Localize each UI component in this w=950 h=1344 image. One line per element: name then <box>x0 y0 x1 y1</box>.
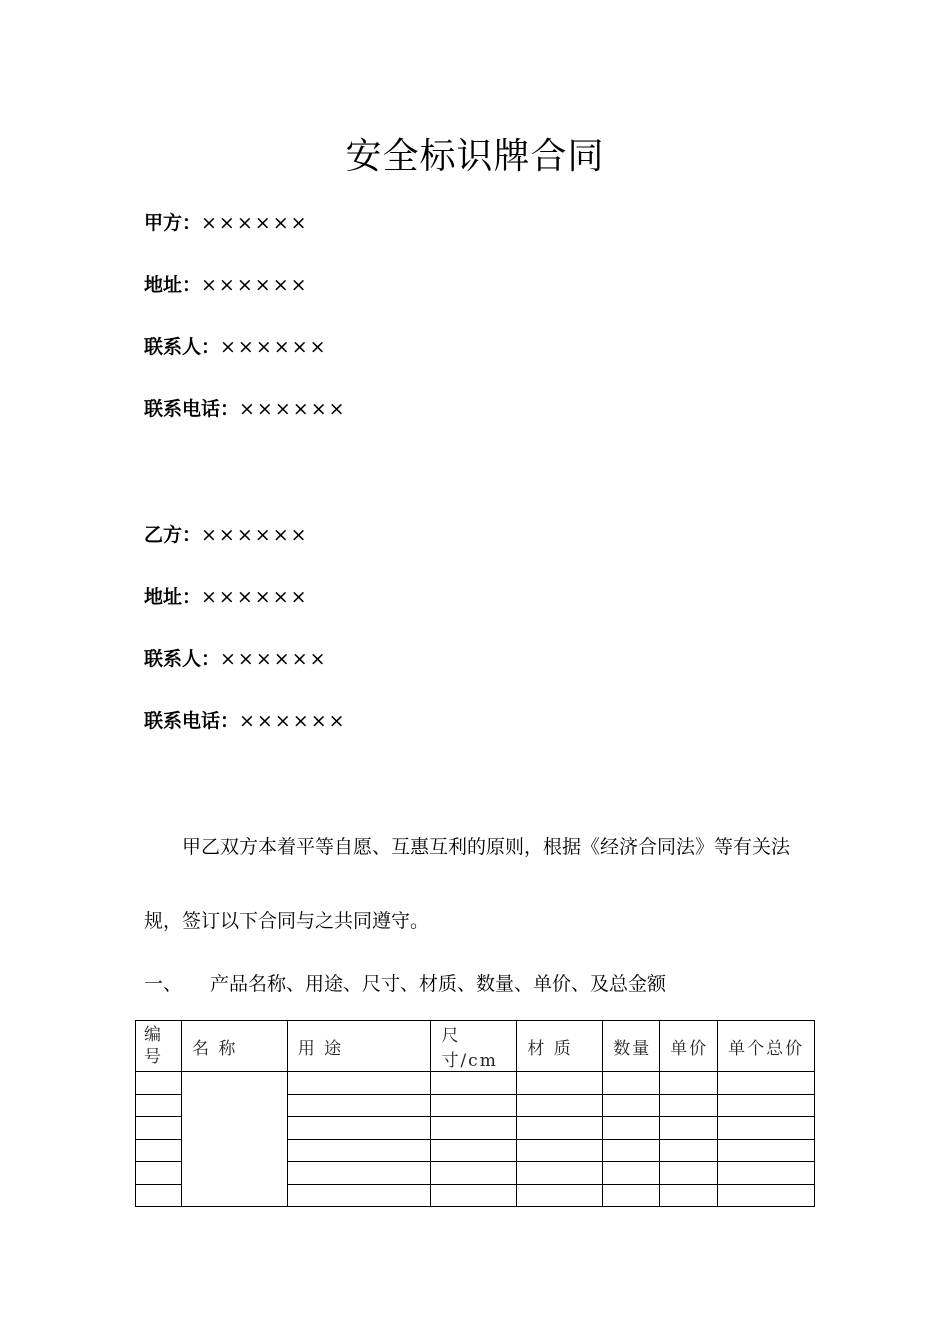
table-cell-name-merged[interactable] <box>181 1072 287 1207</box>
table-cell[interactable] <box>136 1072 182 1095</box>
table-cell[interactable] <box>136 1139 182 1162</box>
party-a-name <box>144 210 309 236</box>
section-1-heading <box>144 971 666 997</box>
party-a-name-label: 甲方： <box>144 212 202 234</box>
section-1-number: 一、 <box>144 973 183 995</box>
table-cell[interactable] <box>517 1072 603 1095</box>
contract-title: 安全标识牌合同 <box>345 136 605 177</box>
party-b-address-value: ×××××× <box>201 586 309 608</box>
party-a-phone <box>144 396 347 422</box>
party-a-contact <box>144 334 328 360</box>
party-b-address-label: 地址： <box>144 586 202 608</box>
party-b-phone-value: ×××××× <box>239 710 347 732</box>
product-table <box>135 1020 815 1207</box>
table-cell[interactable] <box>603 1184 660 1207</box>
header-name: 名 称 <box>181 1021 287 1072</box>
table-cell[interactable] <box>660 1139 718 1162</box>
table-cell[interactable] <box>603 1117 660 1140</box>
table-cell[interactable] <box>603 1094 660 1117</box>
party-b-name <box>144 522 309 548</box>
table-cell[interactable] <box>287 1072 431 1095</box>
table-cell[interactable] <box>603 1072 660 1095</box>
party-b-phone-label: 联系电话： <box>144 710 240 732</box>
party-b-name-value: ×××××× <box>201 524 309 546</box>
party-b-contact-value: ×××××× <box>220 648 328 670</box>
table-cell[interactable] <box>718 1139 815 1162</box>
table-cell[interactable] <box>660 1184 718 1207</box>
table-cell[interactable] <box>660 1094 718 1117</box>
table-cell[interactable] <box>431 1072 517 1095</box>
table-cell[interactable] <box>517 1117 603 1140</box>
table-cell[interactable] <box>136 1117 182 1140</box>
table-cell[interactable] <box>660 1072 718 1095</box>
table-cell[interactable] <box>517 1184 603 1207</box>
table-cell[interactable] <box>287 1184 431 1207</box>
party-b-address <box>144 584 309 610</box>
party-a-contact-label: 联系人： <box>144 336 221 358</box>
preamble-line-1: 甲乙双方本着平等自愿、互惠互利的原则，根据《经济合同法》等有关法 <box>182 836 791 858</box>
table-cell[interactable] <box>517 1162 603 1185</box>
table-cell[interactable] <box>431 1117 517 1140</box>
table-cell[interactable] <box>431 1184 517 1207</box>
table-header-row <box>136 1021 815 1072</box>
party-b-contact <box>144 646 328 672</box>
party-b-phone <box>144 708 347 734</box>
party-a-contact-value: ×××××× <box>220 336 328 358</box>
table-cell[interactable] <box>660 1117 718 1140</box>
section-1-title: 产品名称、用途、尺寸、材质、数量、单价、及总金额 <box>210 973 667 995</box>
table-cell[interactable] <box>136 1162 182 1185</box>
table-cell[interactable] <box>718 1117 815 1140</box>
header-number: 编 号 <box>136 1021 182 1072</box>
table-cell[interactable] <box>718 1184 815 1207</box>
table-cell[interactable] <box>431 1162 517 1185</box>
party-a-address-label: 地址： <box>144 274 202 296</box>
header-purpose: 用 途 <box>287 1021 431 1072</box>
table-cell[interactable] <box>718 1072 815 1095</box>
table-cell[interactable] <box>287 1094 431 1117</box>
table-cell[interactable] <box>287 1139 431 1162</box>
header-total-price: 单个总价 <box>718 1021 815 1072</box>
table-row <box>136 1072 815 1095</box>
table-cell[interactable] <box>431 1139 517 1162</box>
table-cell[interactable] <box>718 1094 815 1117</box>
header-material: 材 质 <box>517 1021 603 1072</box>
party-a-name-value: ×××××× <box>201 212 309 234</box>
table-cell[interactable] <box>603 1162 660 1185</box>
header-quantity: 数量 <box>603 1021 660 1072</box>
table-cell[interactable] <box>287 1162 431 1185</box>
party-a-phone-value: ×××××× <box>239 398 347 420</box>
table-cell[interactable] <box>603 1139 660 1162</box>
party-b-contact-label: 联系人： <box>144 648 221 670</box>
party-b-name-label: 乙方： <box>144 524 202 546</box>
header-unit-price: 单价 <box>660 1021 718 1072</box>
table-cell[interactable] <box>136 1094 182 1117</box>
table-cell[interactable] <box>431 1094 517 1117</box>
party-a-address <box>144 272 309 298</box>
table-cell[interactable] <box>287 1117 431 1140</box>
table-cell[interactable] <box>517 1094 603 1117</box>
header-size: 尺寸/cm <box>431 1021 517 1072</box>
table-cell[interactable] <box>136 1184 182 1207</box>
table-cell[interactable] <box>718 1162 815 1185</box>
party-a-address-value: ×××××× <box>201 274 309 296</box>
party-a-phone-label: 联系电话： <box>144 398 240 420</box>
table-cell[interactable] <box>660 1162 718 1185</box>
table-cell[interactable] <box>517 1139 603 1162</box>
preamble-line-2: 规，签订以下合同与之共同遵守。 <box>144 910 430 932</box>
